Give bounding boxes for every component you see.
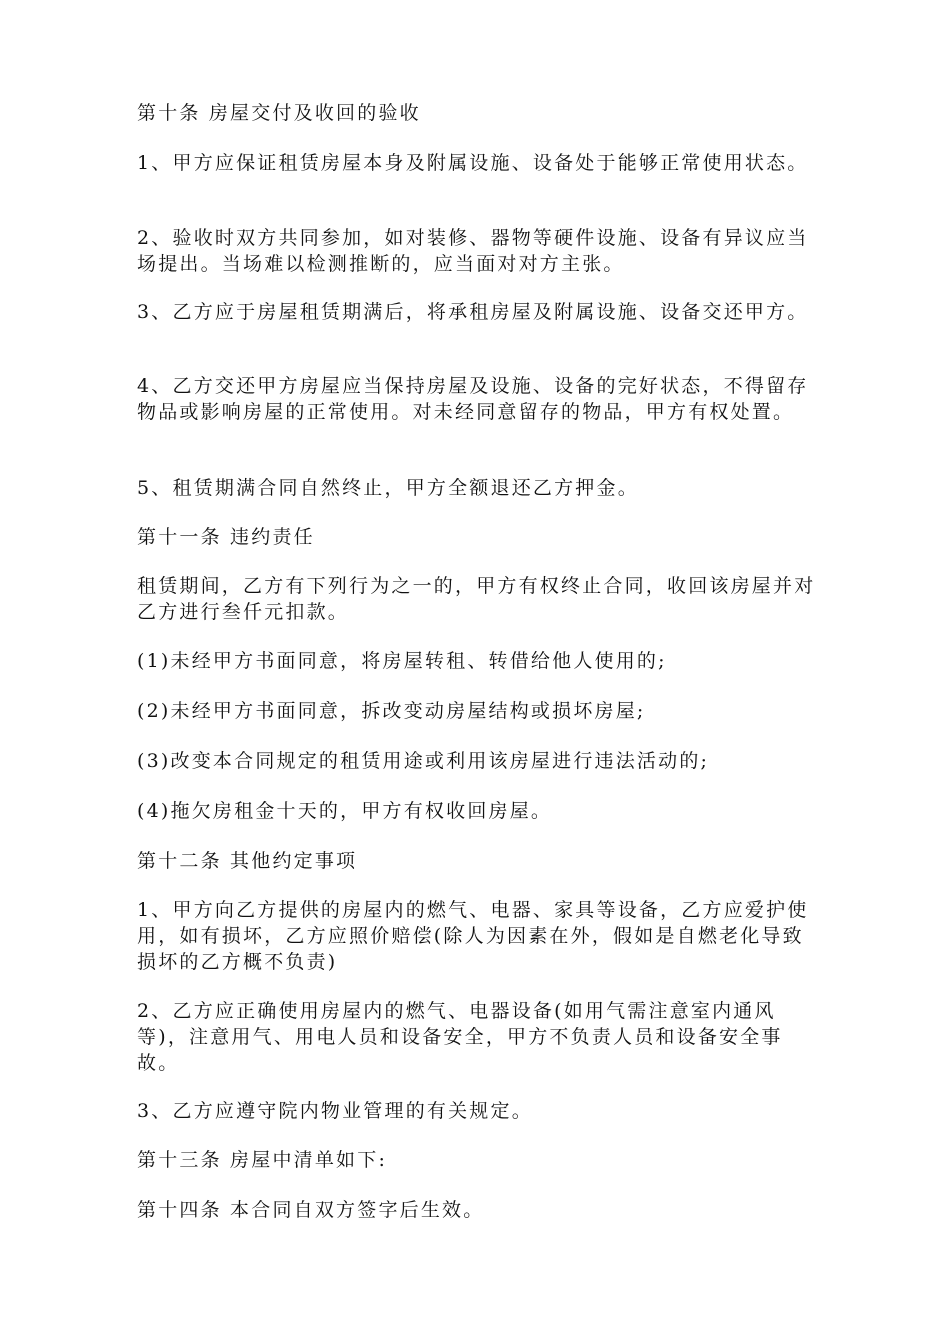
- clause-10-5: 5、租赁期满合同自然终止，甲方全额退还乙方押金。: [137, 477, 639, 499]
- section-heading-14: 第十四条 本合同自双方签字后生效。: [137, 1199, 485, 1221]
- section-heading-10: 第十条 房屋交付及收回的验收: [137, 102, 421, 124]
- clause-10-3: 3、乙方应于房屋租赁期满后，将承租房屋及附属设施、设备交还甲方。: [137, 301, 809, 323]
- clause-11-item-2: (2)未经甲方书面同意，拆改变动房屋结构或损坏房屋;: [137, 700, 646, 722]
- clause-12-3: 3、乙方应遵守院内物业管理的有关规定。: [137, 1100, 533, 1122]
- clause-11-intro: 租赁期间，乙方有下列行为之一的，甲方有权终止合同，收回该房屋并对乙方进行叁仟元扣款。: [137, 575, 816, 623]
- section-heading-13: 第十三条 房屋中清单如下:: [137, 1149, 388, 1171]
- clause-11-item-3: (3)改变本合同规定的租赁用途或利用该房屋进行违法活动的;: [137, 750, 710, 772]
- section-heading-12: 第十二条 其他约定事项: [137, 850, 358, 872]
- clause-11-item-4: (4)拖欠房租金十天的，甲方有权收回房屋。: [137, 800, 553, 822]
- clause-10-4: 4、乙方交还甲方房屋应当保持房屋及设施、设备的完好状态，不得留存物品或影响房屋的正常使用。对未经同意留存的物品，甲方有权处置。: [137, 375, 809, 423]
- clause-10-1: 1、甲方应保证租赁房屋本身及附属设施、设备处于能够正常使用状态。: [137, 152, 809, 174]
- clause-11-item-1: (1)未经甲方书面同意，将房屋转租、转借给他人使用的;: [137, 650, 667, 672]
- section-heading-11: 第十一条 违约责任: [137, 526, 315, 548]
- clause-12-2: 2、乙方应正确使用房屋内的燃气、电器设备(如用气需注意室内通风等)，注意用气、用电人员和设备安全，甲方不负责人员和设备安全事故。: [137, 1000, 783, 1074]
- clause-10-2: 2、验收时双方共同参加，如对装修、器物等硬件设施、设备有异议应当场提出。当场难以检测推断的，应当面对对方主张。: [137, 227, 809, 275]
- clause-12-1: 1、甲方向乙方提供的房屋内的燃气、电器、家具等设备，乙方应爱护使用，如有损坏，乙方应照价赔偿(除人为因素在外，假如是自燃老化导致损坏的乙方概不负责): [137, 899, 809, 973]
